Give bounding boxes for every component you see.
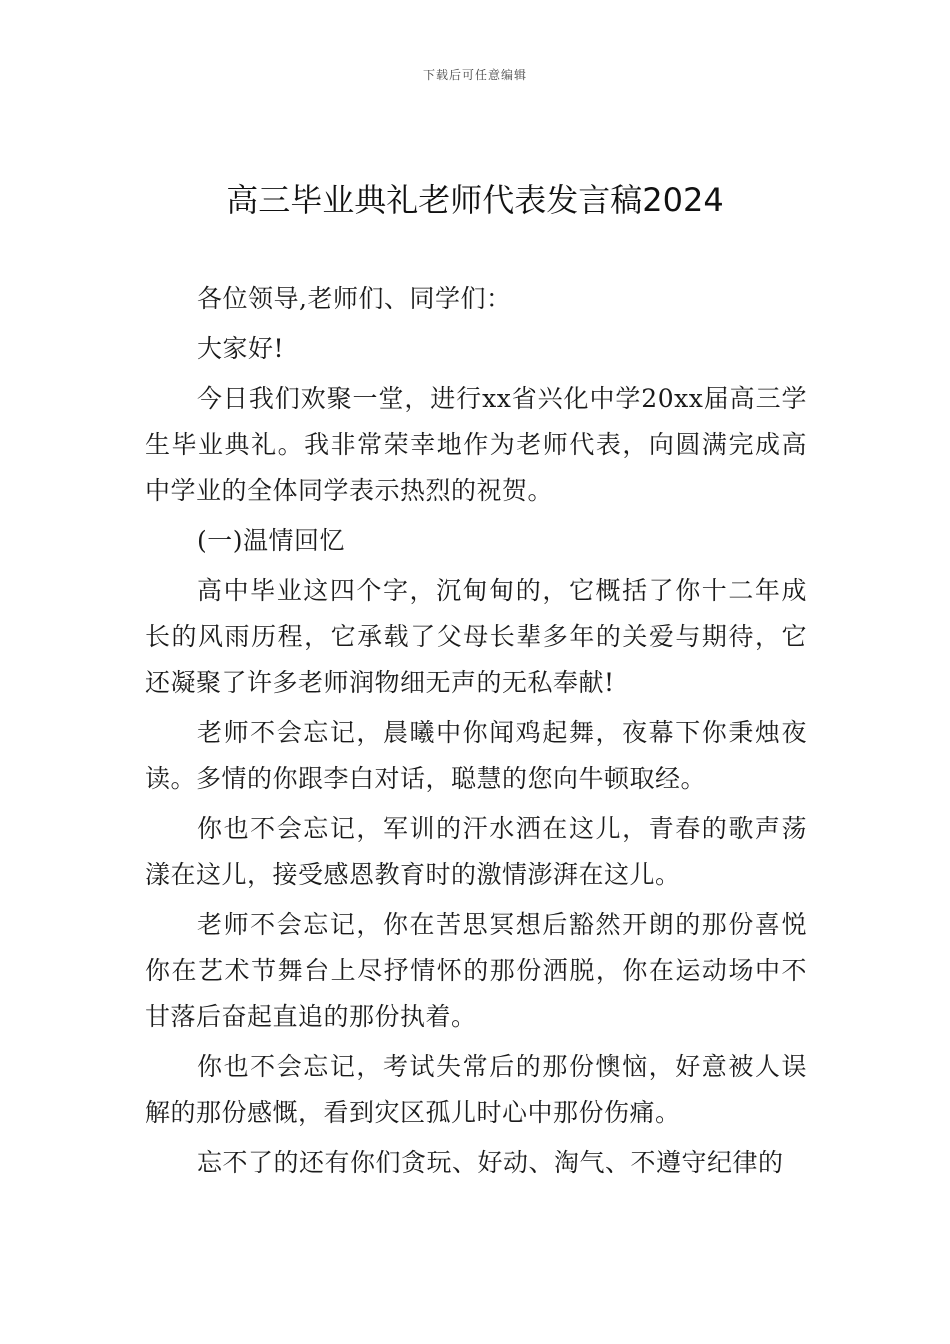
paragraph-intro: 今日我们欢聚一堂，进行xx省兴化中学20xx届高三学生毕业典礼。我非常荣幸地作为老师代表，向圆满完成高中学业的全体同学表示热烈的祝贺。: [145, 384, 807, 505]
paragraph: 高中毕业这四个字，沉甸甸的，它概括了你十二年成长的风雨历程，它承载了父母长辈多年的关爱与期待，它还凝聚了许多老师润物细无声的无私奉献!: [145, 576, 807, 697]
paragraph: 你也不会忘记，考试失常后的那份懊恼，好意被人误解的那份感慨，看到灾区孤儿时心中那份伤痛。: [145, 1052, 807, 1127]
paragraph: 你也不会忘记，军训的汗水洒在这儿，青春的歌声荡漾在这儿，接受感恩教育时的激情澎湃在这儿。: [145, 814, 807, 889]
paragraph: 老师不会忘记，晨曦中你闻鸡起舞，夜幕下你秉烛夜读。多情的你跟李白对话，聪慧的您向牛顿取经。: [145, 718, 807, 793]
paragraph: 老师不会忘记，你在苦思冥想后豁然开朗的那份喜悦你在艺术节舞台上尽抒情怀的那份洒脱，你在运动场中不甘落后奋起直追的那份执着。: [145, 910, 807, 1031]
section-heading: (一)温情回忆: [197, 526, 346, 555]
document-body: [145, 276, 807, 1190]
paragraph: 忘不了的还有你们贪玩、好动、淘气、不遵守纪律的: [197, 1148, 784, 1177]
paragraph-salutation: 各位领导,老师们、同学们：: [197, 284, 512, 313]
paragraph-greeting: 大家好!: [197, 334, 285, 363]
document-title: 高三毕业典礼老师代表发言稿2024: [226, 181, 724, 219]
header-note: 下载后可任意编辑: [422, 68, 527, 82]
